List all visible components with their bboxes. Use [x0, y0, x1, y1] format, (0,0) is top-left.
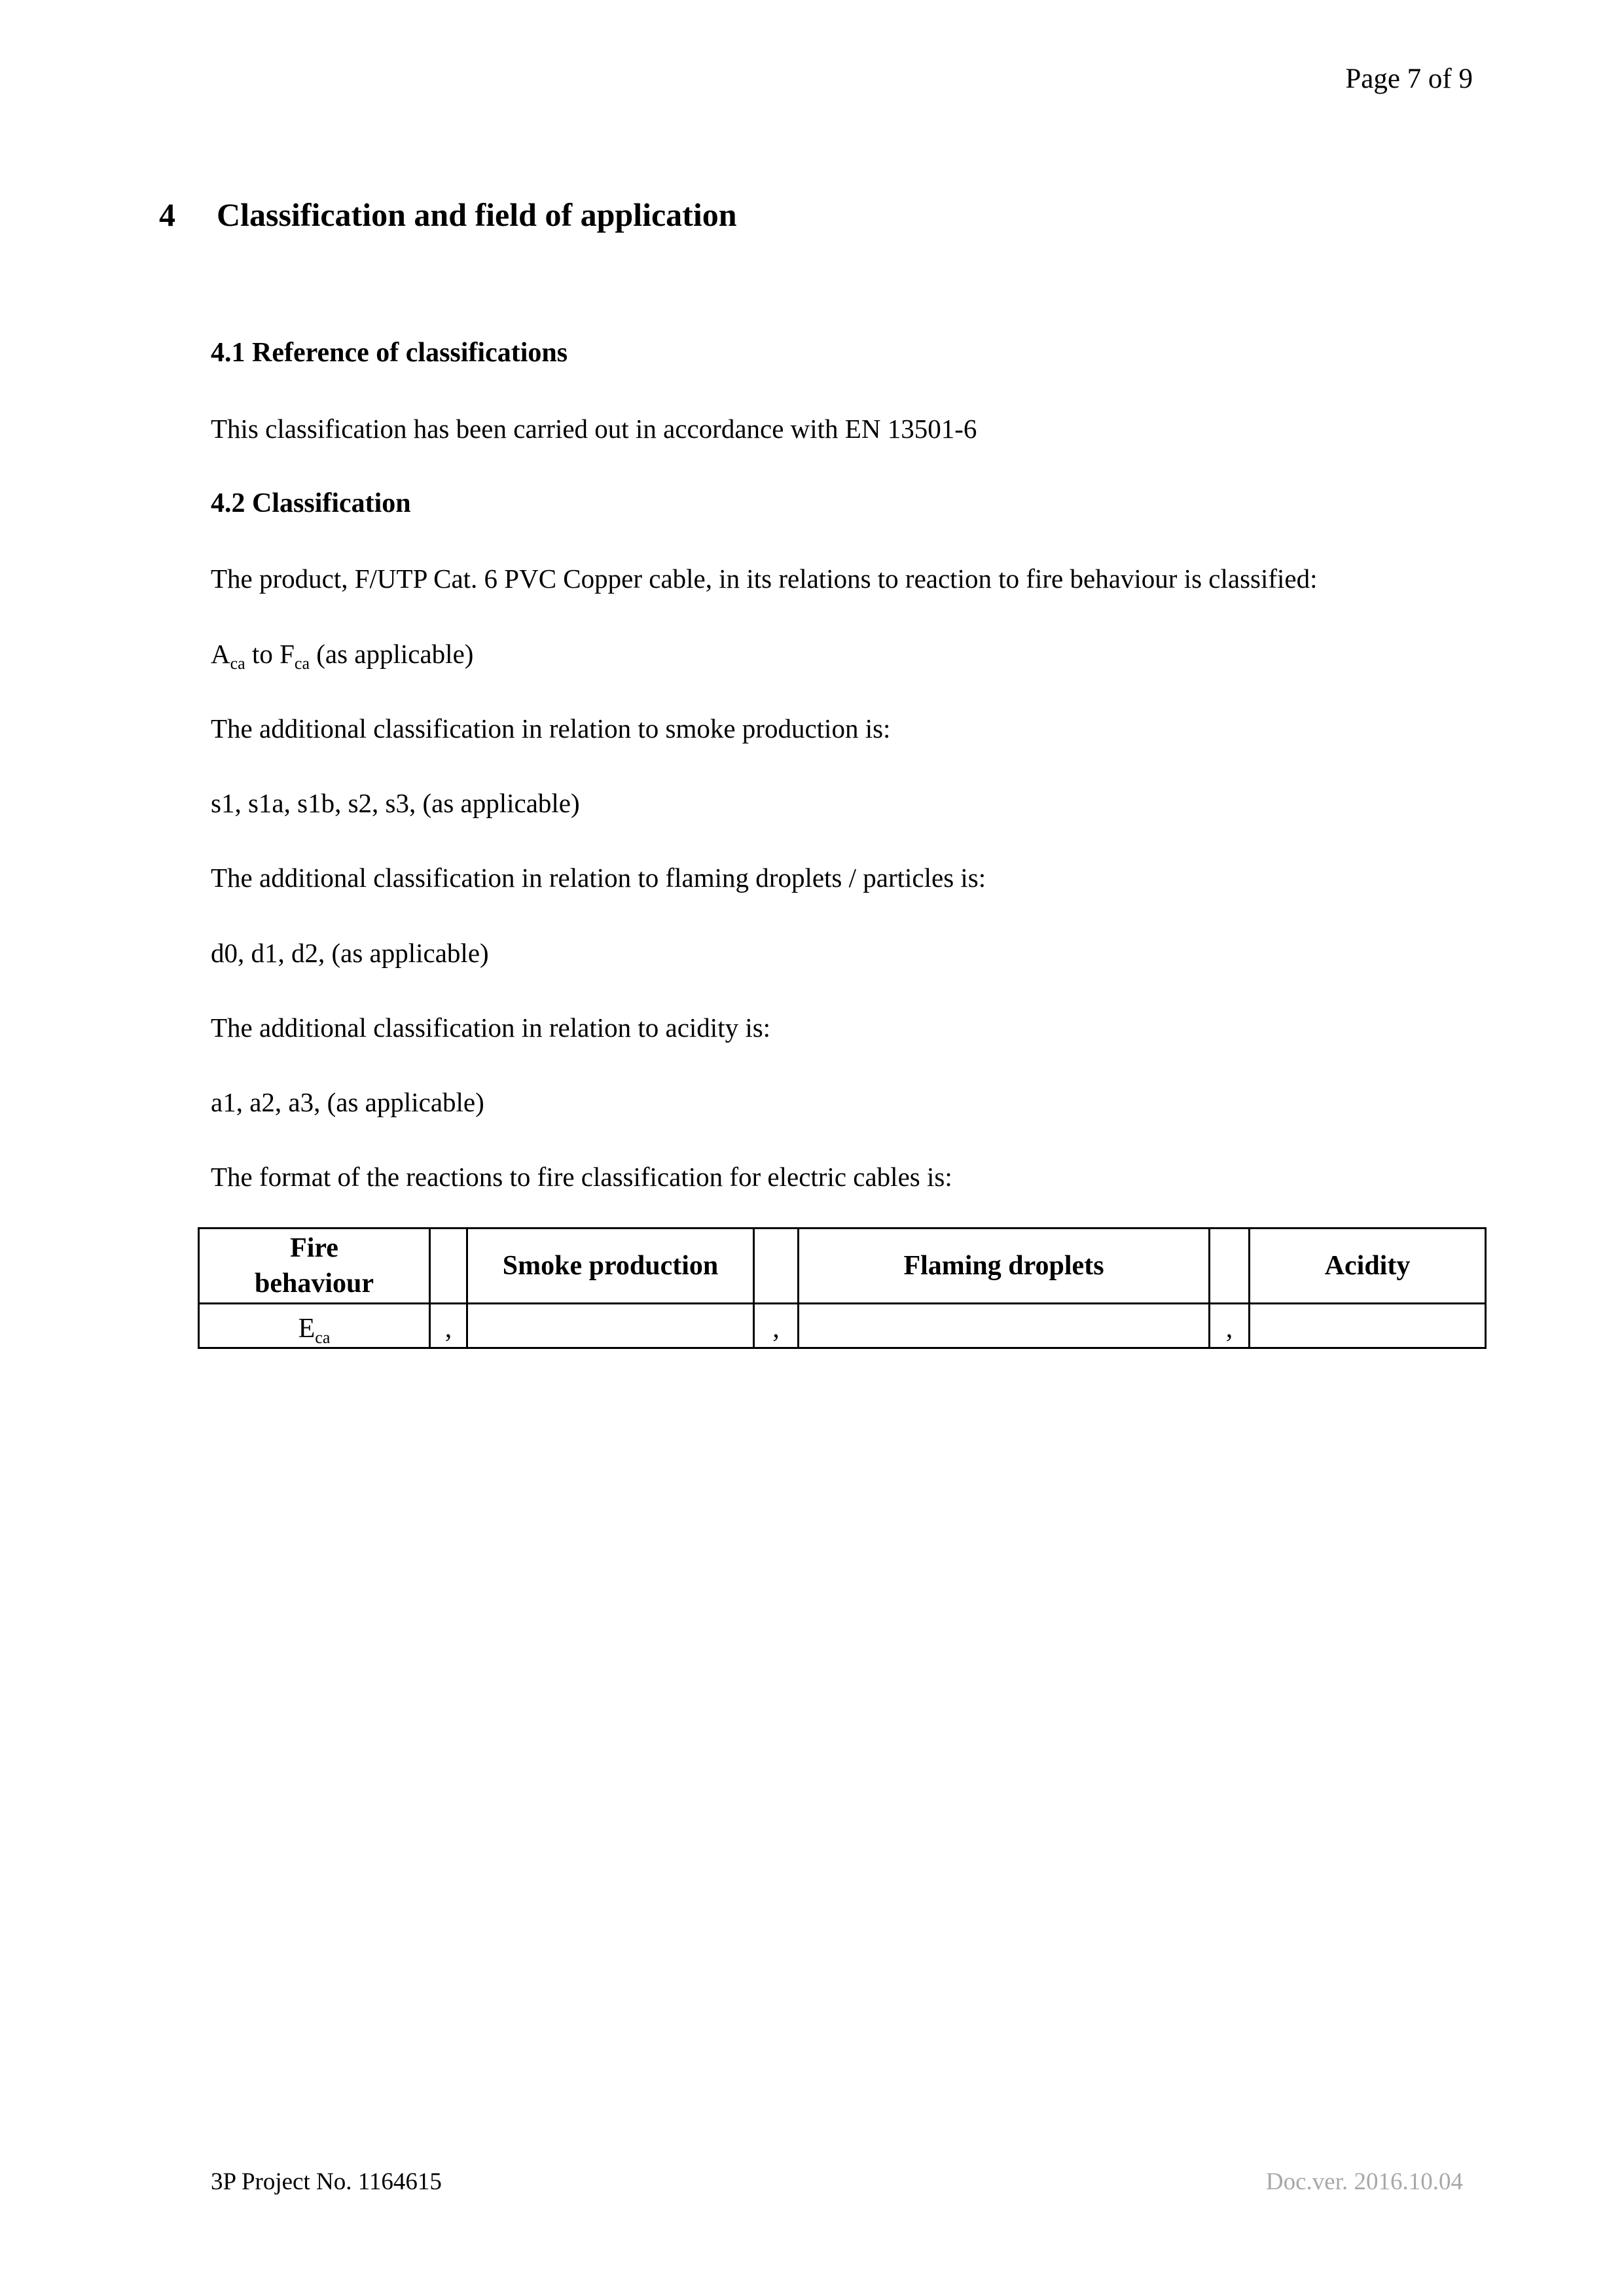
range-base-a: A	[211, 638, 230, 669]
page-body	[0, 334, 1624, 1349]
range-subscript-ca-2: ca	[294, 653, 310, 673]
header-flaming-droplets: Flaming droplets	[799, 1229, 1210, 1304]
header-separator-1	[430, 1229, 467, 1304]
subsection-4-1-title: 4.1 Reference of classifications	[211, 338, 568, 368]
chapter-title: Classification and field of application	[217, 196, 737, 233]
range-suffix: (as applicable)	[310, 638, 474, 669]
acidity-values: a1, a2, a3, (as applicable)	[211, 1087, 484, 1117]
cell-fire-behaviour-value	[199, 1304, 430, 1348]
footer-doc-version: Doc.ver. 2016.10.04	[1265, 2168, 1463, 2195]
header-fire-line2: behaviour	[254, 1268, 374, 1299]
product-paragraph: The product, F/UTP Cat. 6 PVC Copper cable, in its relations to reaction to fire behaviour is classified:	[211, 564, 1318, 594]
format-intro-paragraph: The format of the reactions to fire classification for electric cables is:	[211, 1162, 952, 1193]
acidity-intro-paragraph: The additional classification in relation to acidity is:	[211, 1012, 771, 1043]
reference-paragraph: This classification has been carried out in accordance with EN 13501-6	[211, 413, 977, 444]
cell-droplets-value-empty	[799, 1304, 1210, 1348]
classification-format-table	[198, 1227, 1487, 1349]
cell-comma-1: ,	[430, 1304, 467, 1348]
header-smoke-production: Smoke production	[467, 1229, 754, 1304]
smoke-intro-paragraph: The additional classification in relation to smoke production is:	[211, 713, 891, 744]
page-number: Page 7 of 9	[1345, 63, 1473, 94]
cell-acidity-value-empty	[1250, 1304, 1486, 1348]
header-acidity: Acidity	[1250, 1229, 1486, 1304]
range-middle: to F	[245, 638, 295, 669]
smoke-values: s1, s1a, s1b, s2, s3, (as applicable)	[211, 788, 580, 819]
range-subscript-ca-1: ca	[230, 653, 245, 673]
chapter-number: 4	[159, 196, 175, 233]
fire-class-base: E	[298, 1314, 316, 1344]
header-separator-3	[1210, 1229, 1250, 1304]
footer-project-number: 3P Project No. 1164615	[211, 2168, 442, 2195]
subsection-4-2-title: 4.2 Classification	[211, 488, 411, 518]
cell-comma-3: ,	[1210, 1304, 1250, 1348]
fire-class-range	[211, 635, 1461, 673]
table-header-row	[199, 1229, 1486, 1304]
header-fire-line1: Fire	[290, 1232, 338, 1263]
page-footer	[0, 2168, 1624, 2196]
header-separator-2	[754, 1229, 799, 1304]
header-fire-behaviour	[199, 1229, 430, 1304]
cell-comma-2: ,	[754, 1304, 799, 1348]
cell-smoke-value-empty	[467, 1304, 754, 1348]
droplets-intro-paragraph: The additional classification in relation to flaming droplets / particles is:	[211, 863, 986, 893]
fire-class-subscript: ca	[315, 1328, 331, 1348]
chapter-heading	[159, 195, 1624, 234]
droplets-values: d0, d1, d2, (as applicable)	[211, 937, 489, 968]
table-value-row	[199, 1304, 1486, 1348]
